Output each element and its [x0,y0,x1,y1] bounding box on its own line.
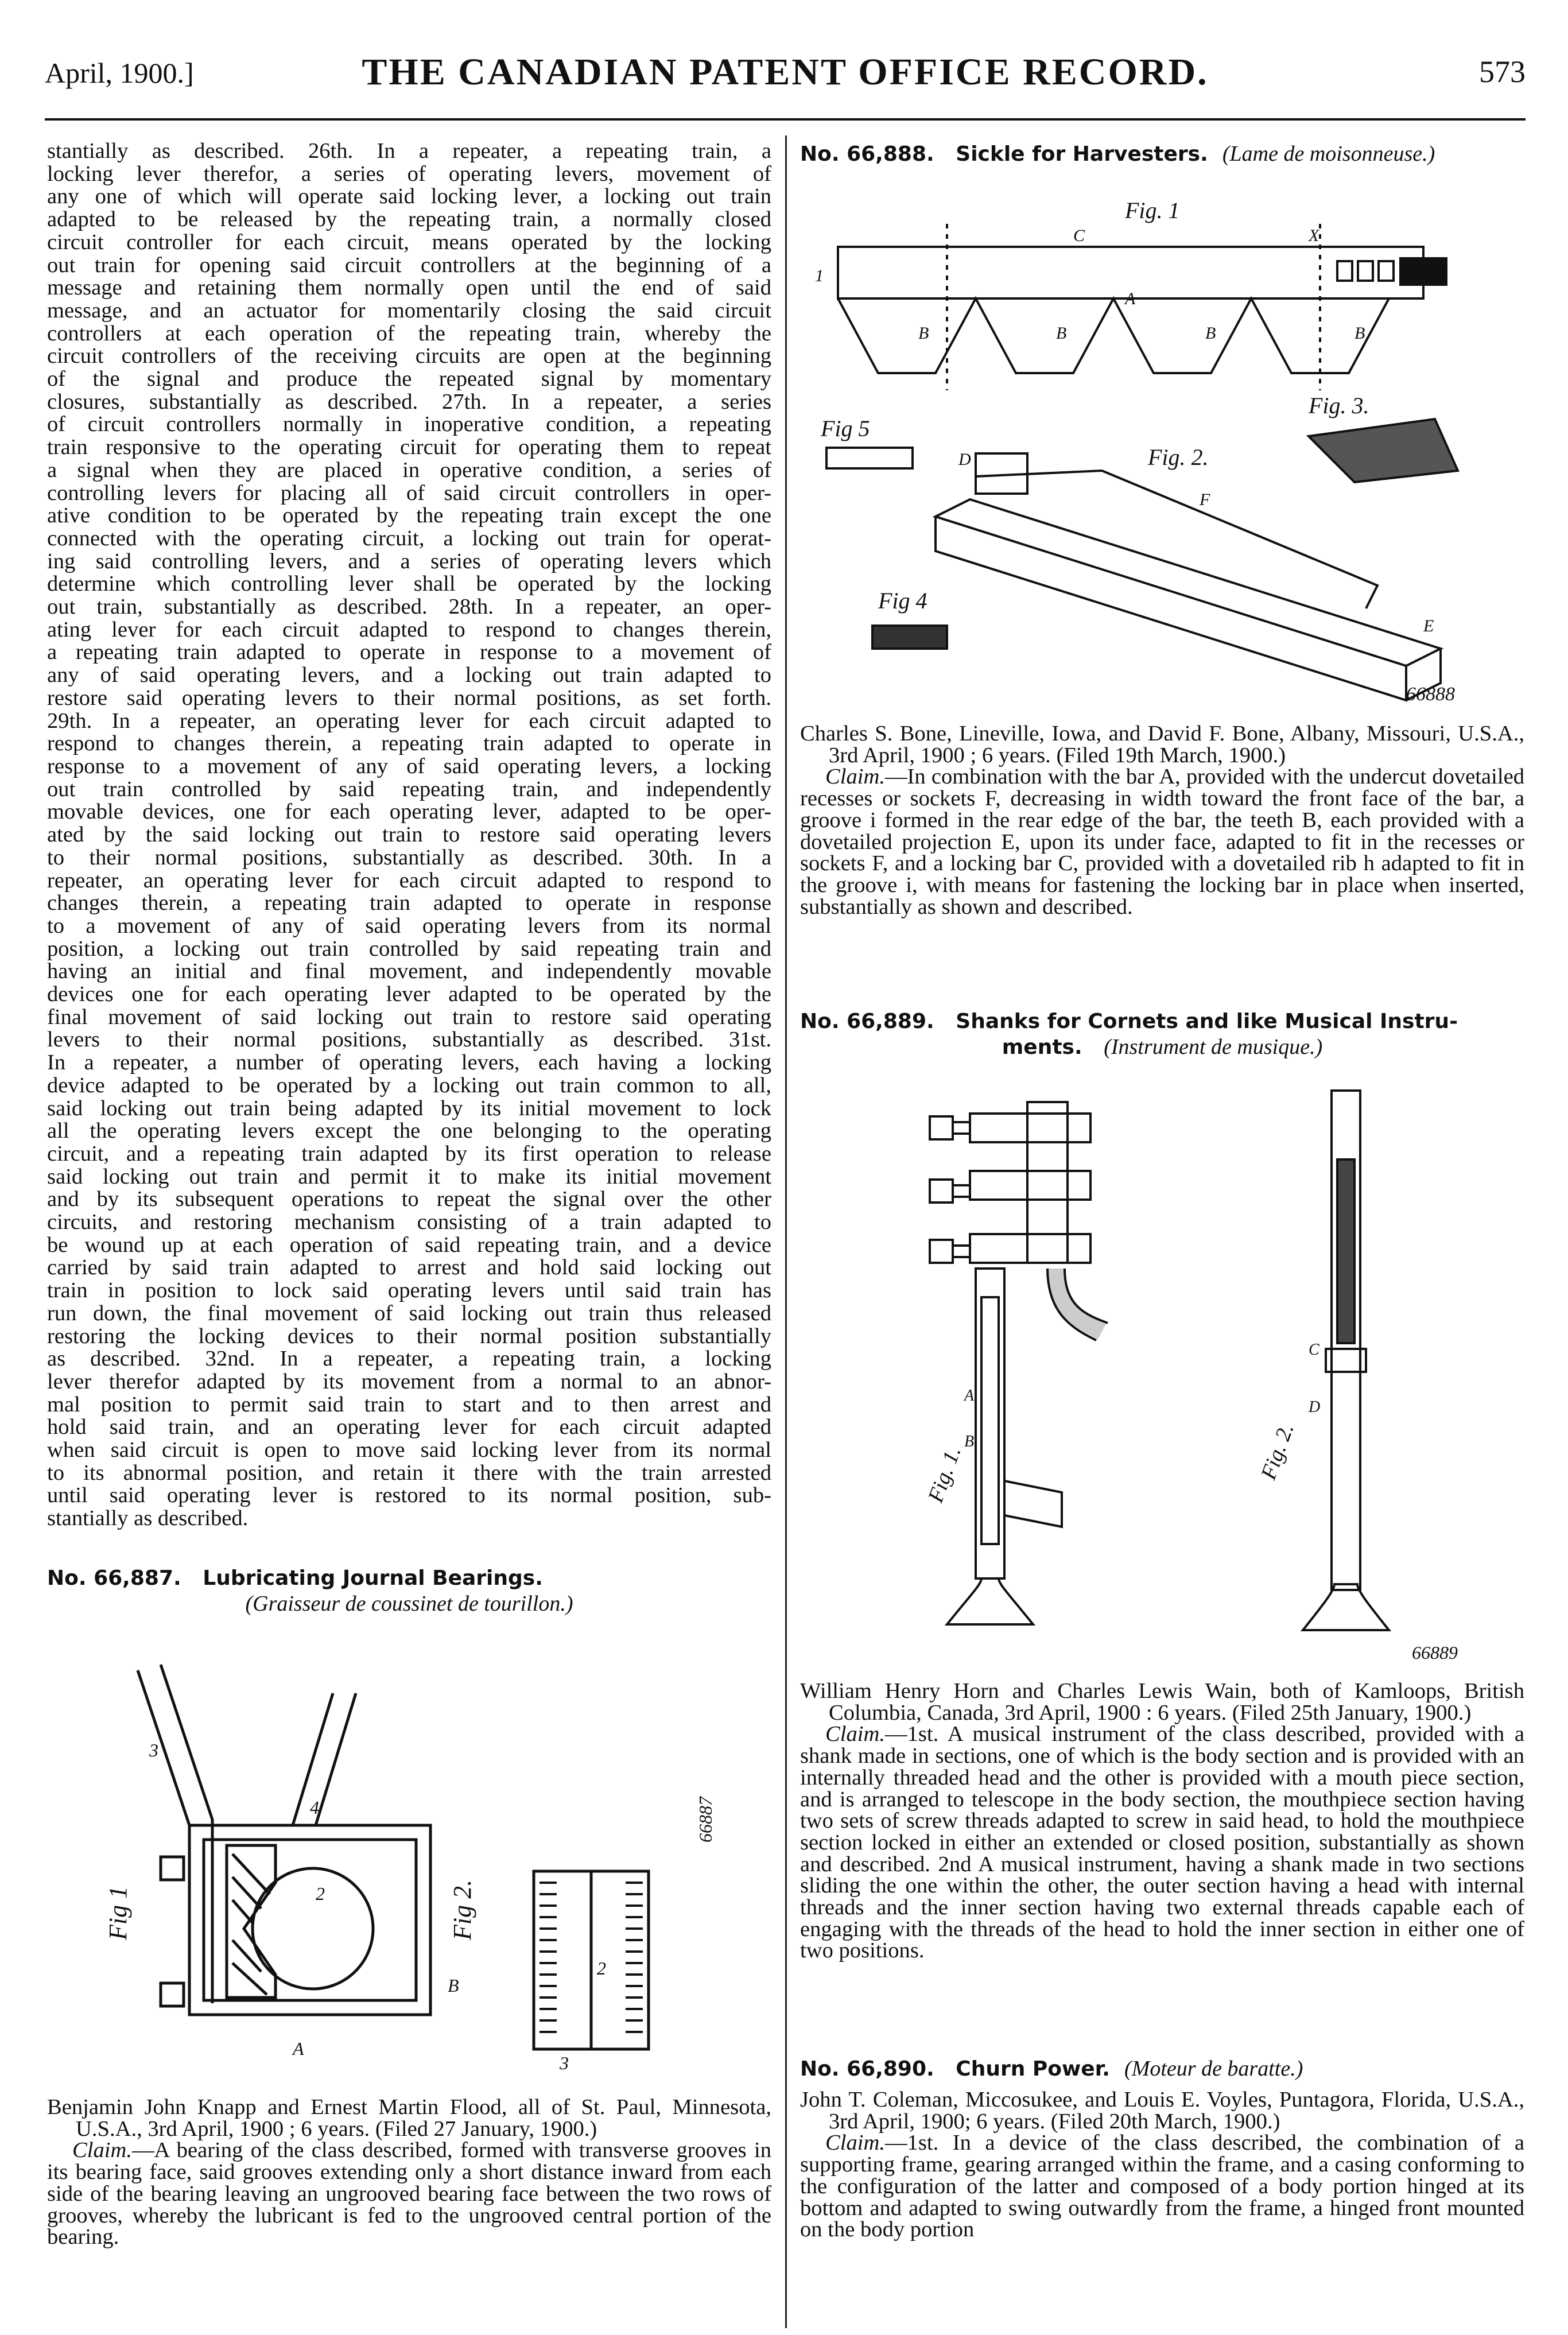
svg-text:2: 2 [316,1883,325,1904]
fig4-section [872,626,947,649]
patent-translation: (Instrument de musique.) [1104,1035,1323,1059]
patent-66890-heading [800,2056,1524,2082]
continuation-line: devices one for each operating lever adapted to be operated by the [47,982,771,1007]
continuation-line: to their normal positions, substantially as described. 30th. In a [47,845,771,870]
patent-number: No. 66,889. [800,1010,934,1033]
continuation-line: all the operating levers except the one belonging to the operating [47,1119,771,1143]
continuation-line: of the signal and produce the repeated signal by momentary [47,367,771,391]
continuation-line: controlling levers for placing all of said circuit controllers in oper- [47,480,771,505]
continuation-line: restore said operating levers to their normal positions, as set forth. [47,685,771,710]
continuation-line: lever therefor adapted by its movement from a normal to an abnor- [47,1369,771,1394]
patent-number: No. 66,888. [800,142,934,166]
patent-66887-heading [47,1566,771,1617]
fig2-label: Fig. 2. [1148,444,1209,470]
continuation-line: be wound up at each operation of said repeating train, and a device [47,1232,771,1257]
continuation-line: when said circuit is open to move said locking lever from its normal [47,1438,771,1463]
patent-title: Shanks for Cornets and like Musical Instru- [956,1010,1458,1033]
svg-text:4: 4 [310,1797,319,1818]
continuation-line: connected with the operating circuit, a locking out train for operat- [47,526,771,550]
continuation-line: circuit controllers of the receiving circuits are open at the beginning [47,344,771,369]
svg-text:B: B [1205,324,1216,343]
fig1-left-arm [138,1670,189,2003]
patent-title: Sickle for Harvesters. [956,142,1208,166]
continuation-line: a repeating train adapted to operate in response to a movement of [47,640,771,665]
continuation-line: adapted to be released by the repeating train, a normally closed [47,207,771,232]
patent-title: Lubricating Journal Bearings. [203,1566,543,1590]
fig1-slide-top [970,1114,1090,1142]
patent-66887-body [47,2097,771,2248]
fig5-section [826,448,913,468]
continuation-line: determine which controlling lever shall be operated by the locking [47,572,771,596]
continuation-line: having an initial and final movement, and independently movable [47,959,771,984]
continuation-line: mal position to permit said train to start and to then arrest and [47,1392,771,1417]
continuation-line: and by its subsequent operations to repeat the signal over the other [47,1187,771,1212]
continuation-line: message, and an actuator for momentarily closing the said circuit [47,298,771,323]
continuation-line: controllers at each operation of the repeating train, whereby the [47,321,771,346]
continuation-line: message and retaining them normally open until the end of said [47,276,771,300]
continuation-line: to its abnormal position, and retain it there with the train arrested [47,1460,771,1485]
fig2-bar [936,499,1441,666]
svg-text:1: 1 [815,266,824,285]
svg-text:B: B [964,1433,975,1450]
continuation-line: any of said operating levers, and a locking out train adapted to [47,663,771,688]
fig1-bolt-top [161,1857,184,1880]
continuation-line: In a repeater, a number of operating levers, each having a locking [47,1050,771,1075]
fig3-label: Fig. 3. [1309,393,1369,418]
claim-label: Claim. [72,2138,132,2163]
fig1-right-arm-inner [316,1693,356,1825]
patent-66889-figure [907,1079,1481,1670]
continuation-line: carried by said train adapted to arrest and hold said locking out [47,1255,771,1280]
figure-number: 66887 [695,1797,716,1843]
svg-text:A: A [964,1387,975,1405]
continuation-line: device adapted to be operated by a locking out train common to all, [47,1073,771,1097]
svg-text:A: A [1125,289,1136,308]
patent-inventors: Benjamin John Knapp and Ernest Martin Flood, all of St. Paul, Minnesota, U.S.A., 3rd April, 1900 ; 6 years. (Filed 27 January, 1900.) [47,2095,771,2141]
svg-text:3: 3 [560,2053,569,2073]
fig1-bar-end [1400,258,1446,285]
fig1-side-tube [1004,1481,1062,1527]
continuation-line: ative condition to be operated by the repeating train except the one [47,503,771,528]
continuation-line: response to a movement of any of said operating levers, a locking [47,754,771,778]
continuation-line: said locking out train and permit it to make its initial movement [47,1164,771,1189]
claim-label: Claim. [825,1722,885,1747]
claim-label: Claim. [825,2131,885,2155]
publication-title: THE CANADIAN PATENT OFFICE RECORD. [362,51,1209,93]
svg-text:E: E [1423,616,1434,635]
claim-text: —1st. In a device of the class described, the combination of a supporting frame, gearing arranged within the frame, and a casing conforming to the configuration of the latter and composed of a body portion hinged at its bottom and adapted to swing outwardly from the frame, a hinged front mounted on the body portion [800,2131,1524,2242]
continuation-line: ating lever for each circuit adapted to respond to changes therein, [47,617,771,642]
continuation-line: closures, substantially as described. 27th. In a repeater, a series [47,389,771,414]
patent-inventors: Charles S. Bone, Lineville, Iowa, and David F. Bone, Albany, Missouri, U.S.A., 3rd April, 1900 ; 6 years. (Filed 19th March, 1900.) [800,722,1524,767]
continuation-line: as described. 32nd. In a repeater, a repeating train, a locking [47,1347,771,1371]
page-number: 573 [1479,55,1526,89]
continuation-line: stantially as described. [47,1506,249,1531]
continuation-line: stantially as described. 26th. In a repeater, a repeating train, a [47,139,771,163]
fig1-label: Fig 1 [104,1886,132,1940]
continuation-line: train in position to lock said operating levers until said train has [47,1278,771,1303]
patent-inventors: John T. Coleman, Miccosukee, and Louis E. Voyles, Puntagora, Florida, U.S.A., 3rd April, 1900; 6 years. (Filed 20th March, 1900.) [800,2088,1524,2134]
continuation-line: to a movement of any of said operating levers from its normal [47,913,771,938]
continuation-line: any one of which will operate said locking lever, a locking out train [47,184,771,209]
continuation-line: hold said train, and an operating lever for each circuit adapted [47,1415,771,1440]
continuation-line: circuit, and a repeating train adapted by its first operation to release [47,1141,771,1166]
fig4-label: Fig 4 [878,588,927,614]
figure-number: 66889 [1412,1642,1458,1663]
issue-date: April, 1900.] [45,57,194,89]
svg-text:B: B [918,324,929,343]
continuation-line: run down, the final movement of said locking out train thus released [47,1301,771,1325]
svg-text:X: X [1309,226,1319,245]
figure-number: 66888 [1406,684,1455,705]
patent-number: No. 66,890. [800,2057,934,2081]
continuation-line: repeater, an operating lever for each circuit adapted to respond to [47,868,771,893]
column-divider [785,135,787,2328]
patent-translation: (Graisseur de coussinet de tourillon.) [245,1592,573,1616]
continuation-line: out train for opening said circuit controllers at the beginning of a [47,253,771,277]
continuation-text [47,140,771,1530]
patent-66890-body [800,2089,1524,2241]
continuation-line: ated by the said locking out train to restore said operating levers [47,823,771,847]
continuation-line: circuit controller for each circuit, means operated by the locking [47,230,771,254]
claim-text: —A bearing of the class described, formed with transverse grooves in its bearing face, said grooves extending only a short distance inward from each side of the bearing leaving an ungrooved bearing face between the two rows of grooves, whereby the lubricant is fed to the ungrooved central portion of the bearing. [47,2138,771,2249]
svg-text:F: F [1200,490,1210,509]
fig1-mouthpiece [947,1578,1033,1624]
continuation-line: 29th. In a repeater, an operating lever for each circuit adapted to [47,708,771,733]
svg-text:D: D [958,450,971,469]
claim-text: —1st. A musical instrument of the class described, provided with a shank made in sections, one of which is the body section and is provided with an internally threaded head and the other is provided with a mouth piece section, and is arranged to telescope in the body section, the mouthpiece section having two sets of screw threads adapted to screw in said head, to hold the mouthpiece section locked in either an extended or closed position, substantially as shown and described. 2nd A musical instrument, having a shank made in two sections sliding the one within the other, the outer section having a head with internal threads and the inner section having two external threads capable each of engaging with the threads of the head to hold the inner section in either one of two positions. [800,1722,1524,1963]
header-rule [45,118,1526,121]
continuation-line: train responsive to the operating circuit for operating them to repeat [47,435,771,460]
continuation-line: changes therein, a repeating train adapted to operate in response [47,891,771,916]
svg-text:D: D [1309,1398,1321,1416]
continuation-line: out train, substantially as described. 28th. In a repeater, an oper- [47,595,771,619]
claim-text: —In combination with the bar A, provided with the undercut dovetailed recesses or sockets F, decreasing in width toward the front face of the bar, a groove i formed in the rear edge of the bar, the teeth B, each provided with a dovetailed projection E, upon its under face, adapted to fit in the recesses or sockets F, and a locking bar C, provided with a dovetailed rib h adapted to fit in the groove i, with means for fastening the locking bar in place when inserted, substantially as shown and described. [800,765,1524,919]
continuation-line: a signal when they are placed in operative condition, a series of [47,457,771,482]
continuation-line: locking lever therefor, a series of operating levers, movement of [47,161,771,186]
claim-label: Claim. [825,765,885,789]
svg-text:B: B [448,1975,459,1996]
continuation-line: until said operating lever is restored to its normal position, sub- [47,1483,771,1508]
fig1-shank [976,1269,1004,1578]
continuation-line: of circuit controllers normally in inoperative condition, a repeating [47,412,771,437]
fig1-journal [253,1868,373,1989]
continuation-line: out train controlled by said repeating train, and independently [47,777,771,801]
patent-translation: (Moteur de baratte.) [1124,2057,1303,2081]
fig3-tooth [1309,419,1458,482]
patent-title-cont: ments. [1002,1035,1082,1059]
running-header [45,51,1526,96]
continuation-line: position, a locking out train controlled by said repeating train and [47,936,771,961]
fig5-label: Fig 5 [821,416,870,441]
patent-66887-figure [103,1653,735,2078]
continuation-line: ing said controlling levers, and a series of operating levers which [47,549,771,573]
continuation-line: levers to their normal positions, substantially as described. 31st. [47,1027,771,1052]
patent-66888-figure [804,184,1521,712]
svg-text:3: 3 [149,1740,158,1760]
svg-text:C: C [1073,226,1085,245]
fig1-label: Fig. 1 [1125,197,1180,223]
continuation-line: movable devices, one for each operating lever, adapted to be oper- [47,800,771,824]
svg-text:2: 2 [597,1958,606,1979]
fig1-valve-casing [1027,1102,1068,1263]
continuation-line: circuits, and restoring mechanism consisting of a train adapted to [47,1210,771,1235]
fig2-locking-bar [976,471,1377,608]
svg-text:C: C [1309,1341,1319,1359]
patent-66888-heading [800,141,1524,167]
patent-66889-body [800,1681,1524,1962]
continuation-line: respond to changes therein, a repeating train adapted to operate in [47,731,771,756]
patent-66889-heading [800,1009,1524,1060]
patent-66888-body [800,723,1524,918]
svg-text:B: B [1056,324,1067,343]
svg-text:B: B [1354,324,1365,343]
continuation-line: final movement of said locking out train to restore said operating [47,1004,771,1029]
patent-inventors: William Henry Horn and Charles Lewis Wain, both of Kamloops, British Columbia, Canada, 3rd April, 1900 : 6 years. (Filed 25th January, 1900.) [800,1679,1524,1725]
fig1-bolt-bottom [161,1983,184,2006]
patent-title: Churn Power. [956,2057,1110,2081]
patent-translation: (Lame de moisonneuse.) [1222,142,1435,166]
continuation-line: restoring the locking devices to their normal position substantially [47,1324,771,1348]
fig2-label: Fig 2. [448,1879,476,1940]
continuation-line: said locking out train being adapted by its initial movement to lock [47,1096,771,1120]
svg-text:A: A [293,2038,304,2059]
fig2-label: Fig. 2. [1256,1420,1299,1483]
fig1-box-inner [204,1840,416,2000]
fig1-label: Fig. 1. [923,1443,966,1506]
patent-number: No. 66,887. [47,1566,181,1590]
